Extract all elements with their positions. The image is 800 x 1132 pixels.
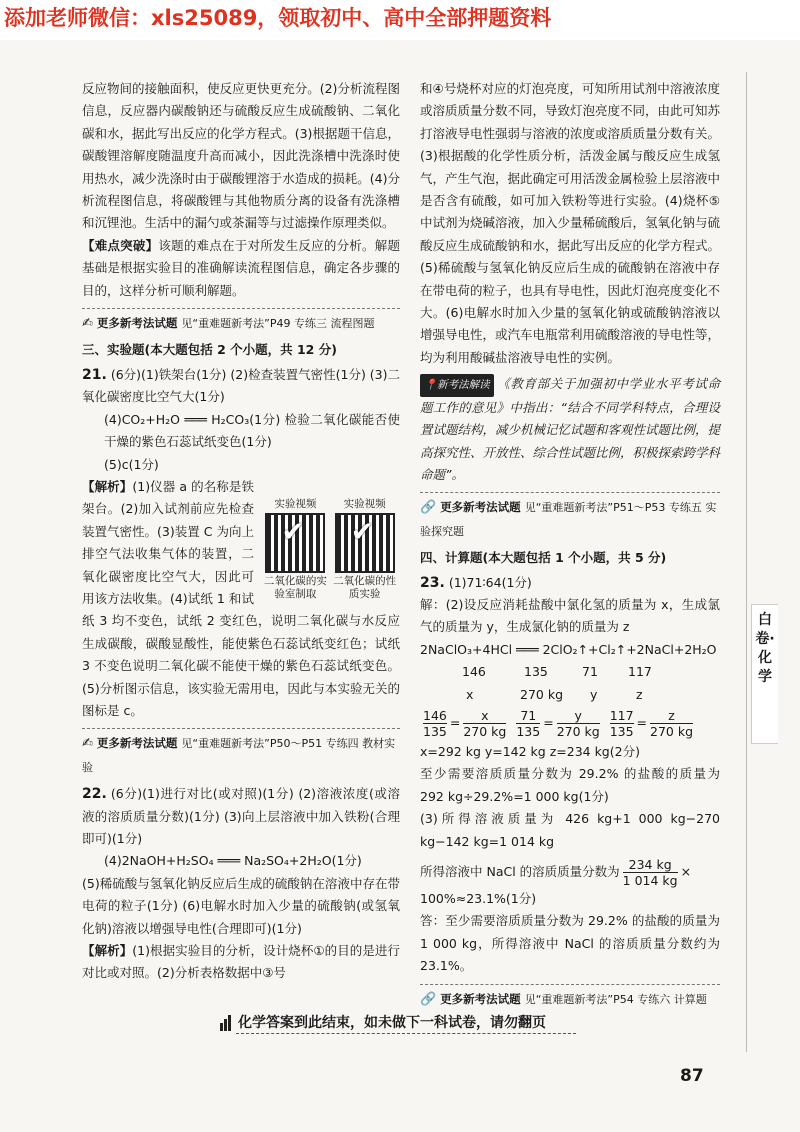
q21-analysis: 【解析】(1)仪器 a 的名称是铁架台。(2)加入试剂前应先检查装置气密性。(3)装置 C 为向上排空气法收集气体的装置，二氧化碳密度比空气大，因此可用该方法收集。(4)试纸 1 和试纸 3 均不变色，试纸 2 变红色，说明二氧化碳与水反应生成碳酸，碳酸显酸性，能使紫色石蕊试纸变红色；试纸 3 不变色说明二氧化碳不能使干燥的紫色石蕊试纸变色。(5)分析图示信息，该实验无需用电，因此与本实验无关的图标是 c。 bbox=[82, 478, 400, 718]
more-exercises-link-3: 🔗 更多新考法试题 见“重难题新考法”P51～P53 专练五 实验探究题 bbox=[420, 492, 720, 543]
more-exercises-link-2: ✍ 更多新考法试题 见“重难题新考法”P50～P51 专练四 教材实验 bbox=[82, 728, 400, 779]
q23-percent: 100%≈23.1%(1分) bbox=[420, 891, 537, 906]
qr-codes bbox=[260, 498, 400, 601]
q21-answer-4: (4)CO₂+H₂O ═══ H₂CO₃(1分) 检验二氧化碳能否使干燥的紫色石蕊试纸变色(1分) bbox=[104, 411, 400, 450]
qr-code-icon bbox=[335, 513, 395, 573]
more-exercises-link-1: ✍ 更多新考法试题 见“重难题新考法”P49 专练三 流程图题 bbox=[82, 308, 400, 335]
section-3-title: 三、实验题(本大题包括 2 个小题，共 12 分) bbox=[82, 342, 337, 358]
chemical-equation: 2NaClO₃+4HCl ═══ 2ClO₂↑+Cl₂↑+2NaCl+2H₂O bbox=[420, 641, 717, 657]
q22-analysis-cont: 和④号烧杯对应的灯泡亮度，可知所用试剂中溶液浓度或溶质质量分数不同，导致灯泡亮度不同，由此可知苏打溶液导电性强弱与溶液的浓度或溶质质量分数有关。(3)根据酸的化学性质分析，活泼金属与酸反应生成氢气，产生气泡，据此确定可用活泼金属检验上层溶液中是否含有硫酸，如可加入铁粉等进行实验。(4)烧杯⑤中试剂为烧碱溶液，加入少量稀硫酸后，氢氧化钠与硫酸反应生成硫酸钠和水，据此写出反应的化学方程式。(5)稀硫酸与氢氧化钠反应后生成的硫酸钠在溶液中存在带电荷的粒子，也具有导电性，因此灯泡亮度变化不大。(6)电解水时加入少量的氢氧化钠或硫酸钠溶液以增强导电性，或汽车电瓶常利用硫酸溶液的导电性等，均为利用酸碱盐溶液导电性的实例。 bbox=[420, 81, 721, 365]
section-4-title: 四、计算题(本大题包括 1 个小题，共 5 分) bbox=[420, 550, 667, 566]
q22-answer-4: (4)2NaOH+H₂SO₄ ═══ Na₂SO₄+2H₂O(1分) bbox=[104, 853, 362, 869]
pencil-icon: ✍ bbox=[82, 316, 93, 332]
left-column bbox=[82, 78, 400, 985]
pin-icon: 📍 bbox=[424, 379, 438, 392]
q23-results: x=292 kg y=142 kg z=234 kg(2分) bbox=[420, 743, 640, 759]
footer-divider bbox=[236, 1033, 576, 1034]
difficulty-note: 【难点突破】该题的难点在于对所发生反应的分析。解题基础是根据实验目的准确解读流程图信息，确定各步骤的目的，这样分析可顺利解题。 bbox=[82, 237, 400, 298]
side-tab-label: 白卷·化学 bbox=[751, 604, 778, 744]
right-column bbox=[420, 78, 720, 1015]
q22-answer: 22. (6分)(1)进行对比(或对照)(1分) (2)溶液浓度(或溶液的溶质质量分数)(1分) (3)向上层溶液中加入铁粉(合理即可)(1分) bbox=[82, 786, 400, 846]
q21-answer-5: (5)c(1分) bbox=[104, 456, 159, 472]
promo-banner: 添加老师微信：xls25089，领取初中、高中全部押题资料 bbox=[0, 0, 800, 40]
qr-video-1[interactable]: 实验视频 ✔ 二氧化碳的实验室制取 bbox=[262, 498, 328, 601]
page-edge-line bbox=[746, 72, 747, 1052]
equation-ratios: 146 135 71 117 bbox=[462, 664, 652, 680]
proportion-equations: $\frac{146}{135}$ = $\frac{x}{270 kg}$ $\frac{71}{135}$ = $\frac{y}{270 kg}$ $\frac{117}{135}$ = $\frac{z}{270 kg}$ bbox=[423, 707, 694, 739]
q20-analysis-cont: 反应物间的接触面积，使反应更快更充分。(2)分析流程图信息，反应器内碳酸钠还与硫酸反应生成硫酸钠、二氧化碳和水，据此写出反应的化学方程式。(3)根据题干信息，碳酸锂溶解度随温度升高而减小，因此洗涤槽中洗涤时使用热水，减少洗涤时由于碳酸锂溶于水造成的损耗。(4)分析流程图信息，将碳酸锂与其他物质分离的设备有洗涤槽和沉锂池。生活中的漏勺或茶漏等与过滤操作原理类似。 bbox=[82, 81, 400, 231]
q22-answer-5: (5)稀硫酸与氢氧化钠反应后生成的硫酸钠在溶液中存在带电荷的粒子(1分) (6)电解水时加入少量的硫酸钠(或氢氧化钠)溶液以增强导电性(合理即可)(1分) bbox=[82, 875, 400, 936]
pencil-icon: ✍ bbox=[82, 736, 93, 752]
q23-solution-mass: (3)所得溶液质量为 426 kg+1 000 kg−270 kg−142 kg=1 014 kg bbox=[420, 811, 720, 849]
q23-mass-fraction: 所得溶液中 NaCl 的溶质质量分数为 $\frac{234 kg}{1 014 kg}$ × bbox=[420, 857, 692, 888]
new-method-note: 📍新考法解读 《教育部关于加强初中学业水平考试命题工作的意见》中指出：“结合不同学科特点，合理设置试题结构，减少机械记忆试题和客观性试题比例，提高探究性、开放性、综合性试题比例，积极探索跨学科命题”。 bbox=[420, 376, 721, 482]
q23-final-answer: 答：至少需要溶质质量分数为 29.2% 的盐酸的质量为 1 000 kg，所得溶液中 NaCl 的溶质质量分数约为 23.1%。 bbox=[420, 913, 720, 974]
q22-analysis: 【解析】(1)根据实验目的分析，设计烧杯①的目的是进行对比或对照。(2)分析表格数据中③号 bbox=[82, 943, 400, 981]
new-method-tag: 📍新考法解读 bbox=[420, 374, 494, 396]
bars-icon bbox=[220, 1015, 232, 1031]
q23-setup: 解：(2)设反应消耗盐酸中氯化氢的质量为 x，生成氯气的质量为 y，生成氯化钠的质量为 z bbox=[420, 596, 720, 635]
link-icon: 🔗 bbox=[420, 500, 437, 516]
q23-hcl-mass: 至少需要溶质质量分数为 29.2% 的盐酸的质量为 292 kg÷29.2%=1 000 kg(1分) bbox=[420, 766, 720, 804]
page-number: 87 bbox=[680, 1066, 704, 1086]
q23-answer-1: 23. (1)71∶64(1分) bbox=[420, 574, 532, 591]
equation-unknowns: x 270 kg y z bbox=[466, 686, 643, 702]
link-icon: 🔗 bbox=[420, 991, 437, 1007]
q21-answer: 21. (6分)(1)铁架台(1分) (2)检查装置气密性(1分) (3)二氧化碳密度比空气大(1分) bbox=[82, 366, 400, 405]
qr-video-2[interactable]: 实验视频 ✔ 二氧化碳的性质实验 bbox=[332, 498, 398, 601]
footer-note: 化学答案到此结束，如未做下一科试卷，请勿翻页 bbox=[220, 1012, 600, 1032]
qr-code-icon bbox=[265, 513, 325, 573]
more-exercises-link-4: 🔗 更多新考法试题 见“重难题新考法”P54 专练六 计算题 bbox=[420, 984, 720, 1011]
